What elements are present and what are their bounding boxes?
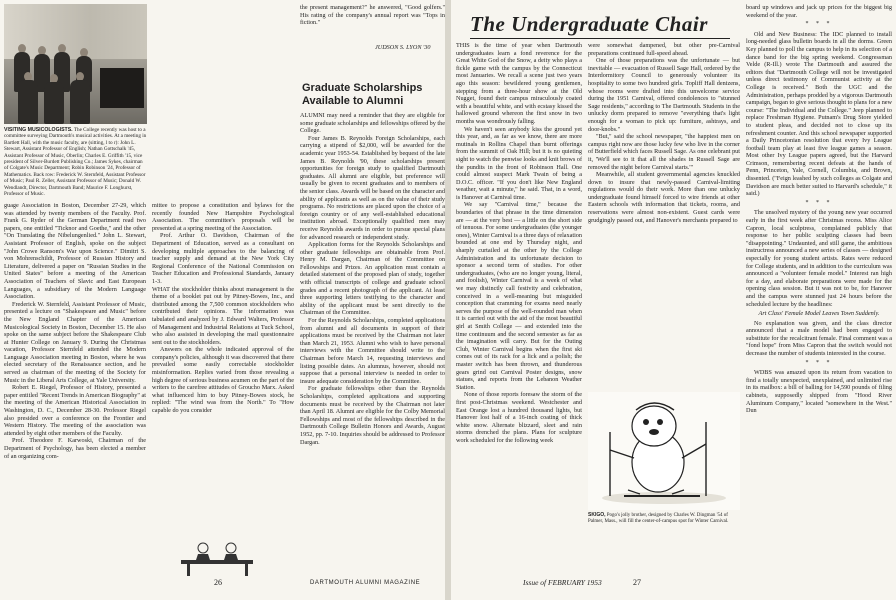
- section-break-stars: * * *: [805, 21, 833, 28]
- drawing-caption-text: Pogo's jolly brother, designed by Charles W. Dingman '54 of Palmer, Mass., will fill the center-of-campus spot for Winter Carnival.: [588, 513, 729, 524]
- skigo-drawing: [588, 392, 740, 510]
- paragraph: Meanwhile, all student governmental agencies knuckled down to insure that newly-passed Carnival-limiting regulations would do their work. More than one unlucky undergraduate found himself forced to wire friends at other Eastern schools with information that tickets, rooms, and reservations were almost non-existent. Guest cards were grudgingly passed out, and Hanover's merchants prepared to: [588, 171, 740, 224]
- title-rule: [470, 38, 730, 39]
- photo-person: [18, 80, 38, 124]
- photo-piano: [100, 68, 144, 108]
- musicologists-photo: [4, 4, 147, 124]
- paragraph: For graduate fellowships other than the Reynolds Scholarships, completed applications and supporting documents must be received by the Chairman not later than April 18. Alumni are eligible for the Colby Memorial Fellowships and most of the fellowships described in the Dartmouth College Bulletin Honors and Awards, August 1952, pp. 7-10. Inquiries should be addressed to Professor Dargan.: [300, 385, 445, 446]
- paragraph: "But," said the school newspaper, "the happiest men on campus right now are those lucky few who live in the corner of Butterfield which faces Russell Sage. As one celebrant put it, 'We'll see to it that all the shades in Russell Sage are removed the night before Carnival starts.'": [588, 133, 740, 171]
- paragraph: Prof. Theodore F. Karwoski, Chairman of the Department of Psychology, has been elected a member of an organizing com-: [4, 437, 146, 460]
- paragraph: One of those preparations was the unfortunate — but inevitable — evacuation of Russell Sage Hall, ordered by the Interdormitory Council to generously volunteer its hospitality to some two hundred girls. Topliff Hall denizens, whose rooms were drafted into this unwelcome service during the 1951 Carnival, offered condolences to "stunned Sage residents," according to The Dartmouth. Students in the unlucky dorm prepared to remove "everything that's light enough for a woman to pick up: furniture, ashtrays, and door-knobs.": [588, 57, 740, 133]
- paragraph: The unsolved mystery of the young new year occurred early in the first week after Christmas recess. Miss Alice Capron, local sculptress, complained publicly that response to her public sculpting classes had been "disappointing." Undaunted, and still game, the ambitious instructress announced a new series of classes — designed especially for young student artists. Rates were reduced for College students, and in addition to the curriculum was announced a "volunteer female model." Interest ran high for a day, and elaborate preparations were made for the opening class session. But it was not to be, for Hanover and the campus were stunned just 24 hours before the scheduled lecture by the headlines:: [746, 209, 892, 308]
- drawing-caption: [588, 512, 740, 525]
- right-folio: 27: [633, 578, 641, 587]
- paragraph: We haven't seen anybody kiss the ground yet this year, and, as far as we know, there are more mutinals in Rollins Chapel than burnt offerings from the summit of Oak Hill; but it is no quieting sight to watch the penwise looks and knit brows of the pundits in the front of Robinson Hall. One could almost suspect Mark Twain of being a D.O.C. officer. "If you don't like New England weather, wait a minute," he said. That, in a word, is Hanover at Carnival time.: [456, 125, 582, 201]
- paragraph: were somewhat dampened, but other pre-Carnival preparations continued full-speed ahead.: [588, 42, 740, 57]
- paragraph: Four James B. Reynolds Foreign Scholarships, each carrying a stipend of $2,000, will be awarded for the academic year 1953-54. Established by bequest of the late James B. Reynolds '90, these scholarships present opportunities for foreign study to qualified Dartmouth graduates. All alumni are eligible, but preference will usually be given to recent graduates and to members of the senior class. Awards will be based on the character and ability of applicants as well as on the value of their study programs. No restrictions are placed upon the choice of a foreign country or of any well-established educational institution abroad. Exceptionally qualified men may receive Reynolds awards in order to pursue special plans for advanced research or independent study.: [300, 134, 445, 241]
- paragraph: For the Reynolds Scholarships, completed applications from alumni and all documents in support of their applications must be received by the Chairman not later than March 21, 1953. Alumni who wish to have personal interviews with the Committee should write to the Chairman before March 14, requesting interviews and listing possible dates. An alumnus, however, should not suppose that a personal interview is needed in order to insure adequate consideration by the Committee.: [300, 317, 445, 385]
- photo-person: [44, 82, 64, 124]
- paragraph: Prof. Arthur O. Davidson, Chairman of the Department of Education, served as a consultant on developing multiple approaches to the balancing of teacher supply and demand at the New York City Regional Conference of the National Commission on Teacher Education and Professional Standards, January 1-3.: [152, 232, 294, 285]
- left-column-3: [300, 112, 445, 574]
- paragraph: WDBS was amazed upon its return from vacation to find a totally unexpected, unexplained, and unlimited rise in its mailbox: a bill of balling for 14,590 pounds of filing cabinets, supposedly shipped from "Hood River Aluminum Company," located "somewhere in the West." Dun: [746, 369, 892, 415]
- photo-caption-text: The College recently was host to a committee surveying Dartmouth's musical activities. At a meeting in Bartlett Hall, with the music faculty, are (sitting, l to r): John L. Stewart, Assistant Professor of English; Nathan Gottschalk '45, Assistant Professor of Music, Oberlin; Charles E. Griffith '15, vice president of Silver-Burdett Publishing Co.; James Sykes, chairman of Colgate's Music Department; Robin Robinson '24, Professor of Mathematics. Back row: Frederick W. Sternfeld, Assistant Professor of Music; Paul R. Zeller, Assistant Professor of Music; Donald W. Wendlandt, Director, Dartmouth Band; Maurice F. Longhurst, Professor of Music.: [4, 127, 147, 198]
- quoted-headline: Art Class' Female Model Leaves Town Suddenly.: [758, 310, 880, 318]
- paragraph: We say "Carnival time," because the boundaries of that phrase in the time dimension are — at the very best — a little on the short side of tenuous. For some undergraduates (the younger ones), Winter Carnival is a three days of relaxation bounded at one end by Thursday night, and sharply curtailed at the other by the College Administration and its unfortunate decision to sponsor a second term of studies. For other undergraduates, (who are no longer young, literal, and foolish), Winter Carnival is a week of what we may distinctly call festivity and celebration, conceived in a well-meaning but misguided conception that cramming for exams need nearly serves the purpose of the well-rounded man when it is carried out with the aid of the most beautiful girl at Smith College — and extended into the time continuum and the second semester as far as the imagination will carry. But for the Outing Club, Winter Carnival begins when the first ski comes out of its rack for a lick and a polish; the master switch has been thrown, and thunderous gears grind out Carnival Poster designs, snow statues, and reports from the Lebanon Weather Station.: [456, 201, 582, 391]
- section-break-stars: * * *: [805, 359, 833, 366]
- photo-caption-title: VISITING MUSICOLOGISTS.: [4, 127, 73, 133]
- paragraph: Old and New Business: The IDC planned to install long-needed glass bulletin boards in all the dorms. Green Key planned to poll the campus to help in its selection of a dance band for the big spring weekend. Congressman Velde (R-Ill.) wrote The Dartmouth and assured the editors that "Dartmouth College will not be investigated unless direct testimony of Communist activity at the College is received." Both the UGC and the Administration, perhaps prodded by a vigorous Dartmouth campaign, began to give serious thought to plans for a new course: "The Individual and the College." Jeep planned to replace Freshman Hygiene. Putnam's Drug Store yielded to student pleas, and decided not to close up its refreshment counter. And this school newspaper supported a Daily Princetonian resolution that every Ivy League football team play at least five league games a season. Most other Ivy League papers agreed, but the Harvard Crimson, remembering recent defeats at the hands of Penn, Princeton, Yale, Cornell, Columbia, and Brown, dissented. ("Feign leashed by such colleges as Colgate and Davidson are much better suited to Harvard's schedule," it said.): [746, 30, 892, 198]
- right-column-3: [746, 4, 892, 576]
- paragraph: Robert E. Riegel, Professor of History, presented a paper entitled "Recent Trends in American Biography" at the meeting of the American Historical Association in Washington, D. C., December 28-30. Professor Riegel also presided over a conference on the Frontier and Western History. The meeting of the association was attended by eight other members of the Faculty.: [4, 384, 146, 437]
- paragraph: THIS is the time of year when Dartmouth undergraduates learn a fond reverence for the Great White God of the Snow, a deity who plays a fickle game with the campus by the Connecticut most Januaries. We recall a scene just two years ago this season: bewildered young gentlemen, stepping from a three-hour show at the Old Nugget, found their campus miraculously coated with a beautiful white, and with ecstasy kissed the hallowed ground whereon the first snow in two months was wondrously falling.: [456, 42, 582, 125]
- left-column-3-top: [300, 4, 445, 44]
- drawing-caption-title: SKIGO,: [588, 512, 606, 518]
- right-column-2: [588, 42, 740, 387]
- photo-caption: [4, 127, 148, 197]
- section-title: The Undergraduate Chair: [470, 12, 708, 36]
- left-folio: 26: [214, 578, 222, 587]
- paragraph: ALUMNI may need a reminder that they are eligible for some graduate scholarships and fellowships offered by the College.: [300, 112, 445, 135]
- paragraph: None of those reports foresaw the storm of the first post-Christmas weekend. Westchester and East Orange lost a hundred thousand lights, but Hanover lost half of a 16-inch coating of thick white snow. Alternate blizzard, sleet and rain storms drenched the plans. Plans for sculpture work scheduled for the following week: [456, 391, 582, 444]
- photo-person: [70, 80, 90, 124]
- paragraph: board up windows and jack up prices for the biggest big weekend of the year.: [746, 4, 892, 19]
- paragraph: Answers on the whole indicated approval of the company's policies, although it was discovered that there prevailed some easily correctable stockholder misinformation. Replies varied from those revealing a high degree of serious business acumen on the part of the writers to the carefree attitudes of Groucho Marx. Asked what influenced him to buy Pitney-Bowes stock, he replied: "The wind was from the North." To "How capable do you consider: [152, 346, 294, 415]
- paragraph: Application forms for the Reynolds Scholarships and other graduate fellowships are obtainable from Prof. Henry M. Dargan, Chairman of the Committee on Fellowships and Prizes. An application must contain a detailed statement of the proposed plan of study, together with official transcripts of college and graduate school grades and a recent photograph of the applicant. At least three supporting letters testifying to the character and ability of the applicant must be sent directly to the Chairman of the Committee.: [300, 241, 445, 317]
- article-headline: Graduate Scholarships Available to Alumni: [302, 82, 423, 107]
- paragraph: No explanation was given, and the class director announced that a male model had been engaged to substitute for the recalcitrant female. Final comment was a "fond hope" from Miss Capron that the switch would not decrease the number of students interested in the course.: [746, 319, 892, 357]
- paragraph: mittee to propose a constitution and bylaws for the recently founded New Hampshire Psychological Association. The committee's proposals will be presented at a spring meeting of the Association.: [152, 202, 294, 232]
- running-head: DARTMOUTH ALUMNI MAGAZINE: [310, 580, 421, 586]
- issue-line: Issue of FEBRUARY 1953: [523, 578, 602, 587]
- right-column-1: [456, 42, 582, 574]
- left-column-2: [152, 202, 294, 536]
- paragraph: guage Association in Boston, December 27-29, which was attended by twenty members of the Faculty. Prof. Frank G. Ryder of the German Department read two papers, one entitled "Ticknor and Goethe," and the other "On Translating the Nibelungenlied." John L. Stewart, Assistant Professor of English, spoke on the subject "John Crowe Ransom's War upon Science." Dimitri S. von Mohrenschildt, Professor of Russian History and Literature, delivered a paper on "Russian Studies in the United States" before a meeting of the American Association of Teachers of Slavic and East European Languages, a subsidiary of the Modern Language Association.: [4, 202, 146, 301]
- paragraph: the present management?" he answered, "Good golfers." His rating of the company's annual report was "Tops in fiction.": [300, 4, 445, 27]
- byline: JUDSON S. LYON '30: [375, 44, 431, 51]
- desk-vignette-illustration: [163, 538, 273, 578]
- paragraph: WHAT the stockholder thinks about management is the theme of a booklet put out by Pitney-Bowes, Inc., and distributed among the 7,500 common stockholders who contributed their opinions. The information was tabulated and analyzed by J. Edward Walters, Professor of Management and Industrial Relations at Tuck School, who also assisted in developing the mail questionnaire sent out to the stockholders.: [152, 285, 294, 346]
- left-column-1: [4, 202, 146, 576]
- section-break-stars: * * *: [805, 199, 833, 206]
- paragraph: Frederick W. Sternfeld, Assistant Professor of Music, presented a lecture on "Shakespeare and Music" before the New England Chapter of the American Musicological Society in Boston, December 15. He also spoke on the same subject before the Shakespeare Club at Hunter College on January 9. During the Christmas vacation, Professor Sternfeld attended the Modern Language Association meeting in Boston, where he was elected secretary of the Renaissance section, and he served as chairman of the meeting of the Society for Music in the Liberal Arts College, at Yale University.: [4, 300, 146, 384]
